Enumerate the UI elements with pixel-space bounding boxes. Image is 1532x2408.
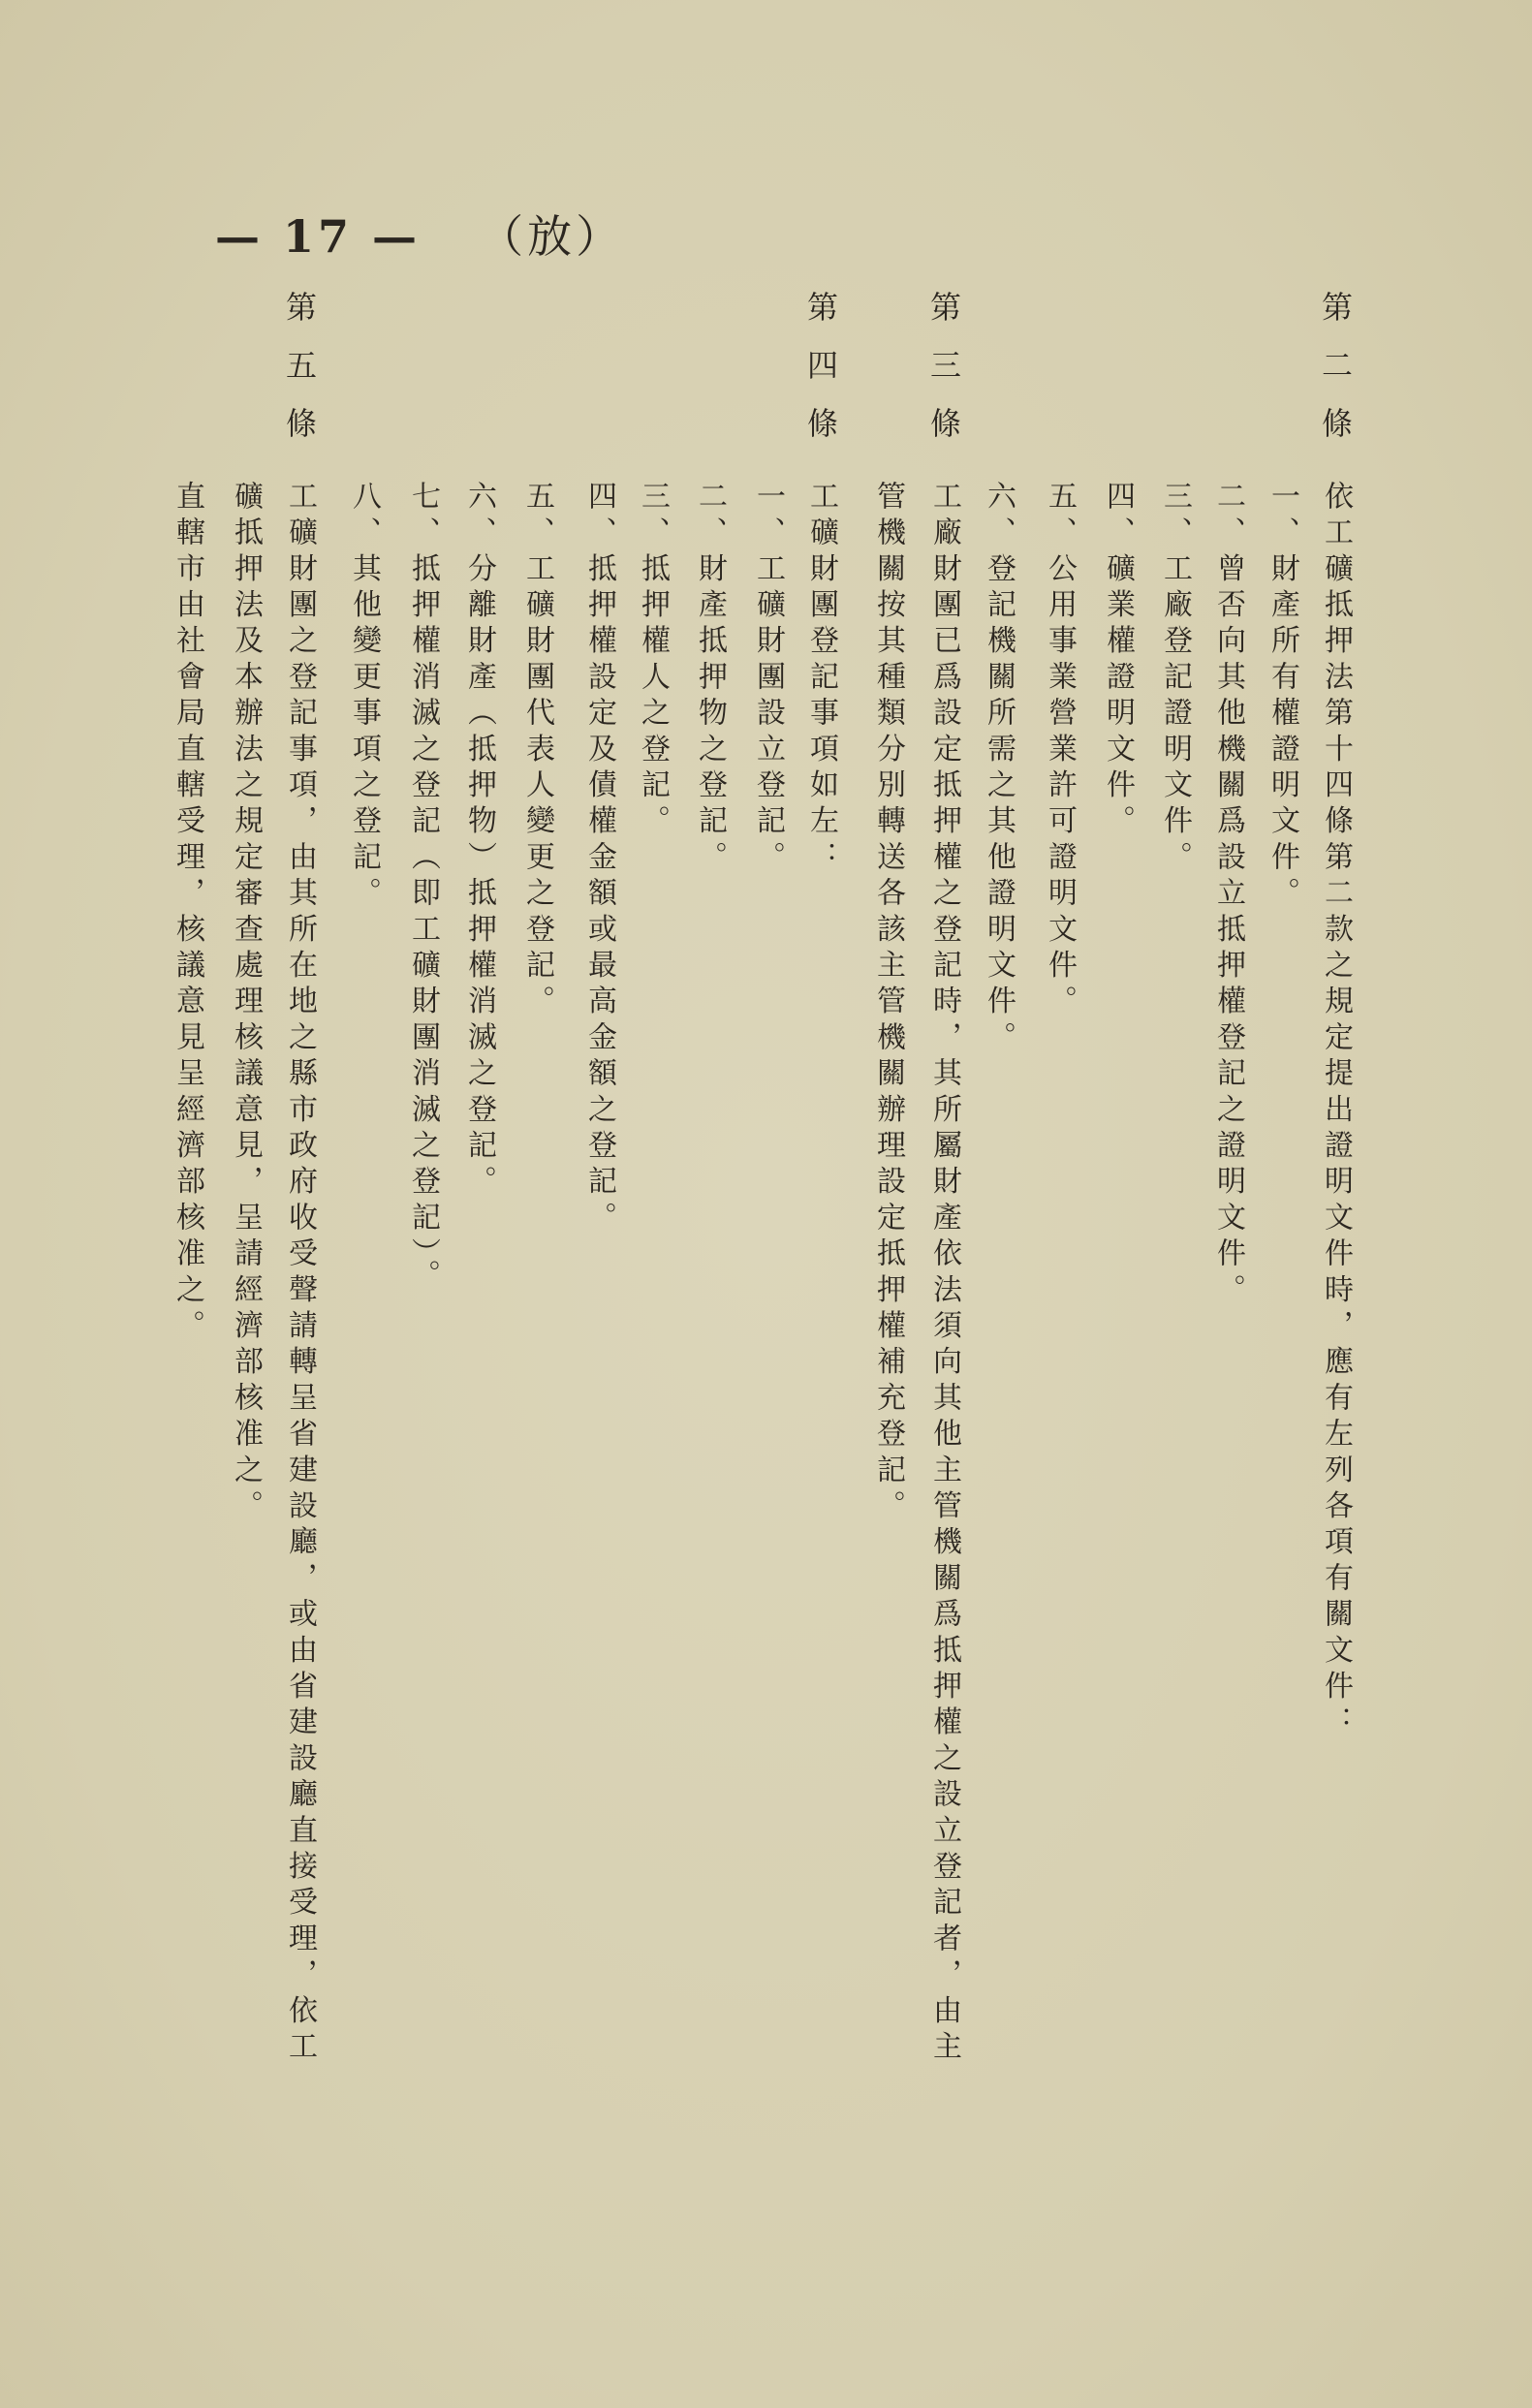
text-column: 一、財產所有權證明文件。: [1266, 481, 1299, 914]
text-column: 二、曾否向其他機關爲設立抵押權登記之證明文件。: [1211, 481, 1245, 1310]
article-text: 工礦財團登記事項如左：: [804, 481, 838, 878]
article-text: 依工礦抵押法第十四條第二款之規定提出證明文件時，應有左列各項有關文件：: [1319, 481, 1353, 1742]
text-column: 五、工礦財團代表人變更之登記。: [520, 481, 554, 1021]
section-mark: （放）: [479, 210, 625, 263]
article-text: 工礦財團之登記事項，由其所在地之縣市政府收受聲請轉呈省建設廳，或由省建設廳直接受理，依工: [283, 481, 317, 2067]
text-column: 直轄市由社會局直轄受理，核議意見呈經濟部核准之。: [171, 481, 204, 1346]
article-label: 第三條: [925, 291, 962, 465]
text-column: 六、分離財產（抵押物）抵押權消滅之登記。: [462, 481, 496, 1202]
page-number: — 17 —: [215, 210, 422, 263]
article-label: 第四條: [802, 291, 839, 465]
text-column: 礦抵押法及本辦法之規定審查處理核議意見，呈請經濟部核准之。: [229, 481, 263, 1526]
text-column: 二、財產抵押物之登記。: [693, 481, 727, 878]
page-header: [215, 202, 624, 266]
text-column: 八、其他變更事項之登記。: [347, 481, 381, 914]
article-label: 第二條: [1317, 291, 1354, 465]
text-column: 四、抵押權設定及債權金額或最高金額之登記。: [582, 481, 616, 1238]
text-column: 一、工礦財團設立登記。: [751, 481, 785, 878]
article-label: 第五條: [281, 291, 318, 465]
text-column: 三、工廠登記證明文件。: [1158, 481, 1192, 878]
text-column: 四、礦業權證明文件。: [1101, 481, 1135, 841]
text-column: 七、抵押權消滅之登記（即工礦財團消滅之登記）。: [406, 481, 440, 1296]
text-column: 六、登記機關所需之其他證明文件。: [982, 481, 1016, 1058]
article-text: 工廠財團已爲設定抵押權之登記時，其所屬財產依法須向其他主管機關爲抵押權之設立登記者，由主: [927, 481, 961, 2067]
text-column: 管機關按其種類分別轉送各該主管機關辦理設定抵押權補充登記。: [871, 481, 905, 1526]
text-column: 三、抵押權人之登記。: [636, 481, 670, 841]
text-column: 五、公用事業營業許可證明文件。: [1043, 481, 1077, 1021]
